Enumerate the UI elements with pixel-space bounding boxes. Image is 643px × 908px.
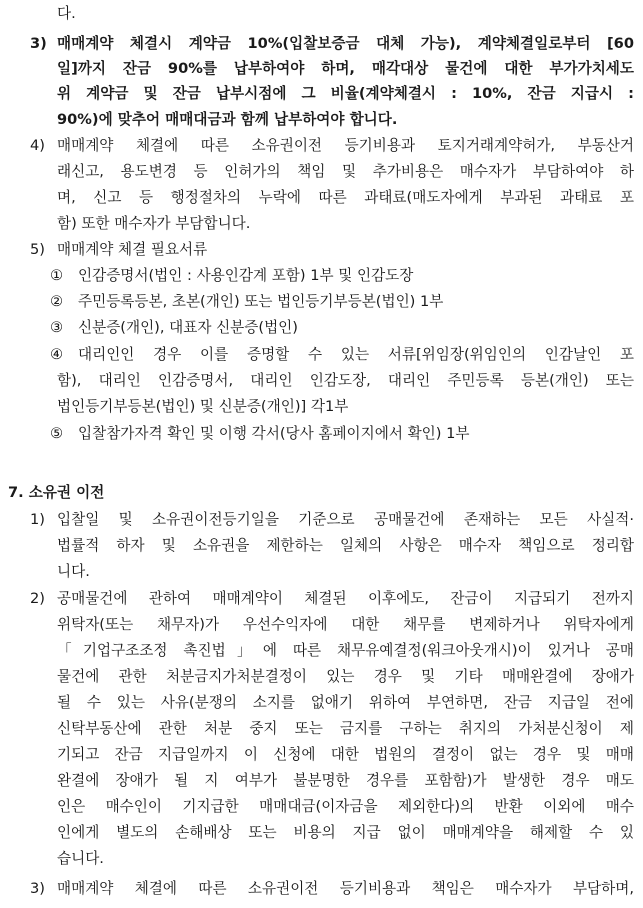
doc-line: 신분증(개인), 대표자 신분증(법인) xyxy=(78,319,298,336)
item-text-line: 함) 또한 매수자가 부담합니다. xyxy=(57,215,251,232)
item-text-line: 위 계약금 및 잔금 납부시점에 그 비율(계약체결시 : 10%, 잔금 지급시 : xyxy=(57,85,634,102)
circled-number: ④ xyxy=(50,346,64,363)
circled-number: ⑤ xyxy=(50,425,64,442)
item-text-line: 신탁부동산에 관한 처분 중지 또는 금지를 구하는 취지의 가처분신청이 제 xyxy=(57,720,634,737)
item-number: 3) xyxy=(30,880,45,897)
item-number: 1) xyxy=(30,511,45,528)
circled-number: ③ xyxy=(50,319,64,336)
item-text-line: 인에게 별도의 손해배상 또는 비용의 지급 없이 매매계약을 해제할 수 있 xyxy=(57,824,634,841)
doc-line: 입찰참가자격 확인 및 이행 각서(당사 홈페이지에서 확인) 1부 xyxy=(78,425,470,442)
item-number: 2) xyxy=(30,590,45,607)
item-text-line: 래신고, 용도변경 등 인허가의 책임 및 추가비용은 매수자가 부담하여야 하 xyxy=(57,163,634,180)
circled-number: ① xyxy=(50,267,64,284)
doc-line: 함), 대리인 인감증명서, 대리인 인감도장, 대리인 주민등록 등본(개인) 또는 xyxy=(57,372,634,389)
doc-line: 주민등록등본, 초본(개인) 또는 법인등기부등본(법인) 1부 xyxy=(78,293,444,310)
item-text-line: 니다. xyxy=(57,563,90,580)
item-text-line: 매매계약 체결시 계약금 10%(입찰보증금 대체 가능), 계약체결일로부터 [60 xyxy=(57,35,634,52)
item-number: 4) xyxy=(30,137,45,154)
item-text-line: 매매계약 체결에 따른 소유권이전 등기비용과 책임은 매수자가 부담하며, xyxy=(57,880,634,897)
item-text-line: 완결에 장애가 될 지 여부가 불분명한 경우를 포함함)가 발생한 경우 매도 xyxy=(57,772,634,789)
section-heading: 7. 소유권 이전 xyxy=(8,484,105,501)
item-text-line: 입찰일 및 소유권이전등기일을 기준으로 공매물건에 존재하는 모든 사실적· xyxy=(57,511,634,528)
item-text-line: 90%)에 맞추어 매매대금과 함께 납부하여야 합니다. xyxy=(57,111,398,128)
item-text-line: 될 수 있는 사유(분쟁의 소지를 없애기 위하여 부연하면, 잔금 지급일 전에 xyxy=(57,694,634,711)
item-text-line: 물건에 관한 처분금지가처분결정이 있는 경우 및 기타 매매완결에 장애가 xyxy=(57,668,634,685)
item-number: 5) xyxy=(30,241,45,258)
item-text-line: 「기업구조조정 촉진법」에 따른 채무유예결정(워크아웃개시)이 있거나 공매 xyxy=(57,642,634,659)
item-text-line: 공매물건에 관하여 매매계약이 체결된 이후에도, 잔금이 지급되기 전까지 xyxy=(57,590,634,607)
item-text-line: 인은 매수인이 기지급한 매매대금(이자금을 제외한다)의 반환 이외에 매수 xyxy=(57,798,634,815)
item-text-line: 며, 신고 등 행정절차의 누락에 따른 과태료(매도자에게 부과된 과태료 포 xyxy=(57,189,634,206)
doc-line: 대리인인 경우 이를 증명할 수 있는 서류[위임장(위임인의 인감날인 포 xyxy=(78,346,634,363)
circled-number: ② xyxy=(50,293,64,310)
item-text-line: 기되고 잔금 지급일까지 이 신청에 대한 법원의 결정이 없는 경우 및 매매 xyxy=(57,746,634,763)
item-title: 매매계약 체결 필요서류 xyxy=(57,241,208,258)
item-text-line: 매매계약 체결에 따른 소유권이전 등기비용과 토지거래계약허가, 부동산거 xyxy=(57,137,634,154)
item-number: 3) xyxy=(30,35,47,52)
continued-text: 다. xyxy=(57,5,76,22)
item-text-line: 일]까지 잔금 90%를 납부하여야 하며, 매각대상 물건에 대한 부가가치세도 xyxy=(57,60,634,77)
item-text-line: 위탁자(또는 채무자)가 우선수익자에 대한 채무를 변제하거나 위탁자에게 xyxy=(57,616,634,633)
doc-line: 인감증명서(법인 : 사용인감계 포함) 1부 및 인감도장 xyxy=(78,267,414,284)
item-text-line: 법률적 하자 및 소유권을 제한하는 일체의 사항은 매수자 책임으로 정리합 xyxy=(57,537,634,554)
item-text-line: 습니다. xyxy=(57,850,104,867)
doc-line: 법인등기부등본(법인) 및 신분증(개인)] 각1부 xyxy=(57,398,349,415)
